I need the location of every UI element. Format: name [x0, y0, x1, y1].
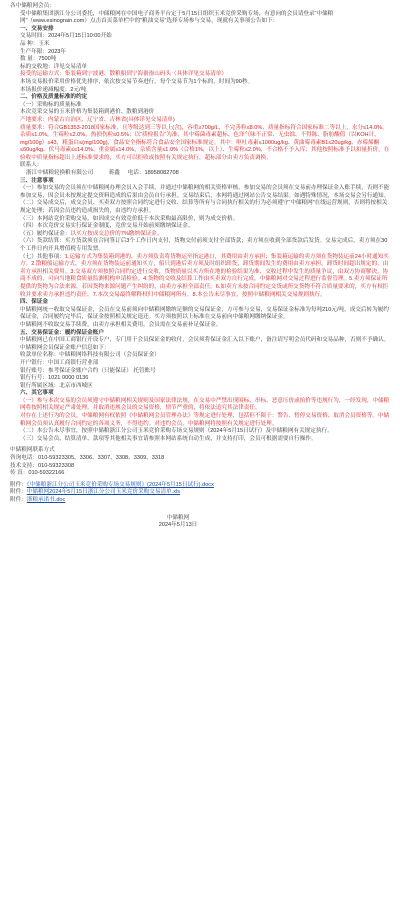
other-item-4: （三）交易会员、结算清单、款项等其他相关事宜请参照本网站系统自动生成，并支持打印，会员可根据需要自行操作。	[20, 435, 317, 442]
contact-support: 技术支持：010-59323308	[10, 462, 75, 469]
intro-paragraph: 受中储粮集团浙江分公司委托，中储粮网在中国电子商务平台定于5月15日组织玉米竞价采购专场，有意向的会员请登录“中储粮网”（www.esinograin.com）点击首页菜单栏中的“粮油交易”选择专场参与交易，现就有关事项公告如下：	[20, 10, 334, 25]
notice-1: （一）参加交易的会员须在中储粮网办理会员入会手续，并通过中储粮网的相关资格审核，参加交易的会员须在交易前办理保证金入账手续，否则不能参加交易，因会员未按规定提交资料造成的后果由会员自行承担。交易结束后，本网将通过网站公告交易结果。如遇特殊情况，本场交易会另行通知。	[20, 185, 390, 199]
attachment-1-link[interactable]: 《中储粮浙江分公司玉米竞价采购专场交易规则》(2024年5月15日试行).docx	[26, 481, 214, 488]
bank-number: 银行行号：1021 0000 0136	[20, 375, 89, 382]
delivery-location: 标的交收地：详见交易清单	[20, 63, 88, 70]
signature-date: 2024年5月13日	[158, 522, 198, 529]
contact-name: 蒋鑫	[108, 170, 120, 177]
price-decrement: 本场报价递减幅度：2元/吨	[20, 86, 87, 93]
notice-4: （四）本次竞价交易实行保证金制度，竞价交易开始前须缴纳保证金。	[20, 223, 194, 230]
account-name: 收款单位名称：中储粮网络科技有限公司（会员保证金）	[20, 352, 160, 359]
pricing-rule: 本场交易报价采用价格优先排序，依次按交易节奏进行，每个交易节为1个标的，时间为90秒。	[20, 78, 254, 85]
contact-label: 联系人：	[20, 162, 43, 169]
deposit-paragraph-1: 中储粮网统一收取交易保证金，会员在交易前须向中储粮网缴纳足额的交易保证金，方可参与交易，交易保证金标准为每吨210元/吨，成交后转为履约保证金，合同履约完毕后，保证金按照相关规定退还。买方须按照以上标准在交易前向中储粮网缴纳保证金。	[20, 306, 389, 321]
attachment-2-label: 附件：	[10, 489, 27, 496]
origin-requirement: 产地要求：内蒙古自治区、辽宁省、吉林省(具体详见交易清单)	[20, 116, 175, 123]
section-2-subhead: （一）采购标的质量标准	[20, 101, 82, 108]
other-item-1: （一）参与本次交易的会员须遵守中储粮网相关规则及国家法律法规，在交易中严禁出现围标、串标、恶意压价或抬价等违规行为，一经发现，中储粮网将按照相关规定严肃处理，并取消违规会员的交易资格，情节严重的，将依法追究其法律责任。	[20, 397, 390, 412]
production-year: 生产年限：2023年	[20, 48, 67, 55]
signature-block	[10, 515, 392, 530]
attachment-3-label: 附件：	[10, 497, 27, 503]
trade-quantity: 数 量：7500吨	[20, 56, 57, 63]
trade-variety: 品 种：玉米	[20, 40, 50, 47]
section-6-title: 六、其它事项	[20, 390, 54, 397]
section-1-title: 一、交易安排	[20, 25, 54, 32]
section-4-title: 四、保证金	[20, 299, 48, 306]
notice-2: （二）交易成交后，成交会员、买卖双方按照合同约定进行交收、结算等所有与合同执行相关的行为必须遵守“中储粮网”在线运营规则，否则将按相关规定处理；若因会员违约造成损失的，由违约方承担。	[20, 200, 388, 215]
account-bank: 开户银行：中国工商银行营业部	[20, 359, 99, 366]
transport-method: 接受的运输方式：集装箱到宁波港、散粮船到宁海嵛嵛山码头（具体详见交易清单）	[20, 71, 227, 78]
price-basis: 本次竞采交易的玉米价格为集装箱到港价、散粮到港价	[20, 109, 155, 116]
attachment-2	[10, 489, 392, 497]
attachment-3	[10, 497, 392, 505]
contact-company: 浙江中储粮轮换粮有限公司	[26, 170, 94, 177]
notice-7-text: 1.运输方式为集装箱到港的，卖方须负责将货物运至指定港口，其费用由卖方承担；集装箱运输的卖方须在货物装运前24小时通知买方。2.散粮船运输方式，卖方须在货物装运前通知买方，船只到港后卖方须及时组织卸货，卸货期间发生的费用由卖方承担，卸货时间超出规定的，由卖方承担相关费用。3.交易双方须按照合同约定进行交收，货物质量以买方所在地的检验结果为准，交收过程中发生的质量争议，由双方协商解决，协商不成的，可向当地粮食质量监测机构申请检验。4.货物的交收及结算工作由买卖双方自行完成，中储粮网对交易过程进行监督管理。5.卖方须保证所提供的货物为合法来源，若因货物来源问题产生纠纷的，由卖方承担全部责任。6.如卖方未按合同约定交货或所交货物不符合质量要求的，买方有权拒收并要求卖方承担违约责任。7.本次交易最终解释权归中储粮网所有。8.本公告未尽事宜，按照中储粮网相关交易规则执行。	[20, 253, 389, 298]
account-intro: 中储粮网已在中国工商银行开设专户，专门用于会员保证金的收付，会员须将保证金汇入以下账户，备注请写明会员代码和交易品种，否则不予确认。中储粮网会员保证金账户信息如下：	[20, 337, 390, 351]
account-number: 参考保证金账户合约（只能保证） 托管账号	[47, 367, 156, 374]
contact-title: 中储粮网联系方式	[10, 447, 55, 454]
contact-fax: 传 真：010-59322166	[10, 470, 65, 477]
notice-5-label: （五）履约保证金：	[20, 230, 71, 237]
notice-5-text: 以买方按成交总价的7%缴纳保证金。	[70, 230, 163, 237]
attachment-1-label: 附件：	[10, 481, 27, 488]
section-2-title: 二、价格及质量标准的约定	[20, 94, 88, 101]
deposit-paragraph-2: 中储粮网不收取交易手续费，由卖方承担相关费用，会员需在交易前补足保证金。	[20, 321, 222, 328]
trade-time: 交易时间：2024年5月15日10:00开始	[20, 33, 112, 40]
contact-phone: 电话：18958082708	[127, 170, 179, 177]
notice-7	[10, 254, 392, 300]
notice-7-label: （七）其他事项：	[20, 253, 65, 260]
account-number-line	[10, 368, 392, 376]
contact-line	[10, 170, 392, 178]
account-number-label: 银行账号：	[20, 367, 48, 374]
signature-org: 中储粮网	[166, 514, 190, 521]
attachment-3-link[interactable]: 浙粮承诺书.doc	[26, 497, 66, 503]
notice-3: （三）本网站竞价采购交易，如因成交有效竞价低于本次采购最高限价，则为成交价格。	[20, 215, 239, 222]
attachment-2-link[interactable]: 中储粮网2024年5月15日浙江分公司玉米竞价采购交易清单.xls	[26, 489, 181, 496]
section-3-title: 三、注意事项	[20, 177, 54, 184]
quality-requirement: 质量要求：符合GB1353-2018国家标准，且等级达到三等以上(含)，容重≥700g/L，不完善粒≤8.0%，质量指标符合国家标准二等以上，水分≤14.0%，杂质≤1.0%，生霉粒≤2.0%，热损伤粒≤0.5%；以“质检报告”为准，其中霉菌毒素超标、色泽气味不正常、无虫蚀、不得陈、脂肪酸值（以KOH计，mg/100g）≤43，粗蛋白≤(mg/100g)，食品安全指标符合食品安全国家标准规定。其中：呕吐毒素≤1000ug/kg、黄曲霉毒素B1≤20ug/kg、赤霉烯酮≤60ug/kg、伏马毒素≤≤14.0%、重金属≤14.0%，杂质含量≤1.0%（合格1%，以上）、生霉粒≤2.0%，不合格不予入库；其他按照标准予以扣量折价，在验收中质量指标超出上述标准要求的，买方可以拒收或按照有关规定执行，超标部分由卖方负责调换。	[20, 124, 390, 161]
notice-6: （六）货款结算：买方货款须在合同签订后3个工作日内支付，货物交付前须支付全部货款；卖方须在收到全部货款后发货。交易完成后，卖方须在30个工作日内开具增值税专用发票。	[20, 238, 388, 252]
other-item-3: （二）本公告未尽事宜，按照中储粮浙江分公司玉米竞价采购专场交易规则（2024年5月15日试行）及中储粮网有关规定执行。	[20, 428, 333, 435]
section-5-title: 五、交易保证金：履约保证金账户	[20, 329, 104, 336]
contact-phone-numbers: 咨询电话：010-59323305、3306、3307、3308、3309、3318	[10, 455, 165, 462]
bank-region: 银行所属区域：北京市西城区	[20, 382, 93, 389]
greeting: 各中储粮网会员：	[10, 3, 55, 9]
other-item-2: 对存在上述行为的会员，中储粮网有权依照《中储粮网会员管理办法》等规定进行处理，包括但不限于：警告、暂停交易资格、取消会员资格等。中储粮网会员须认真履行合同约定的各项义务，不得违约。对违约会员，中储粮网将按照有关规定进行处理。	[20, 413, 390, 427]
